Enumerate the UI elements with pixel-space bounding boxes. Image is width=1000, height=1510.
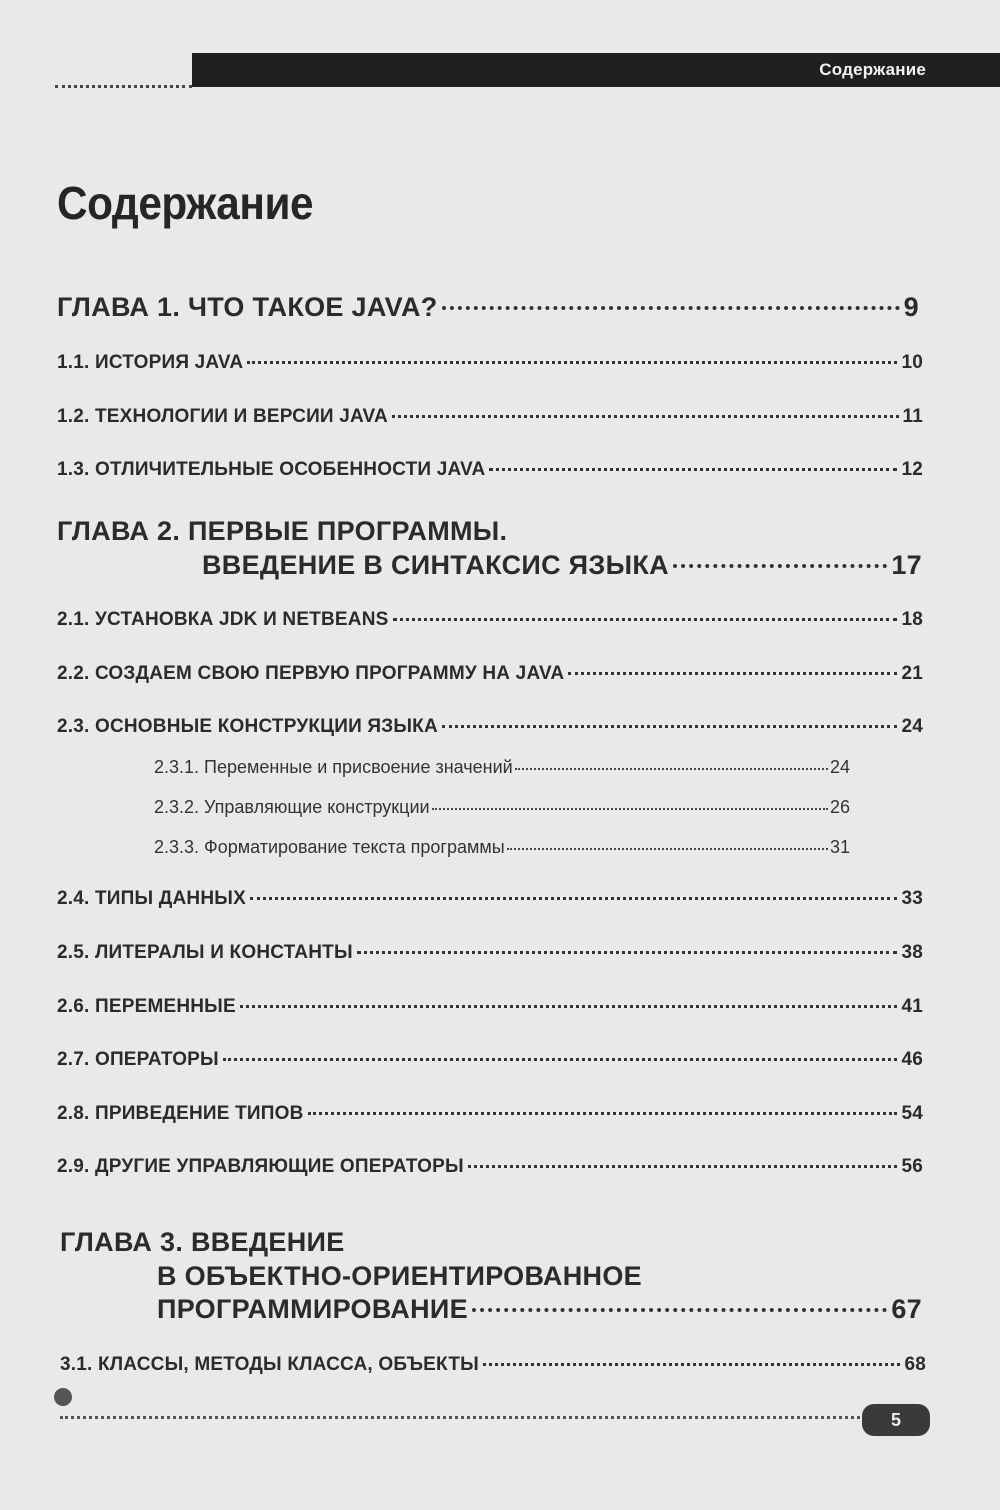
dot-leader bbox=[483, 1363, 901, 1366]
toc-chapter-3-line-2[interactable]: В ОБЪЕКТНО-ОРИЕНТИРОВАННОЕ bbox=[157, 1261, 642, 1291]
toc-page-number: 41 bbox=[901, 996, 923, 1017]
dot-leader bbox=[308, 1112, 898, 1115]
dot-leader bbox=[489, 468, 897, 471]
dot-leader bbox=[223, 1058, 898, 1061]
toc-section-1-3[interactable] bbox=[57, 459, 923, 481]
running-header-bar bbox=[192, 53, 1000, 87]
toc-chapter-1[interactable] bbox=[57, 292, 919, 323]
dot-leader bbox=[250, 897, 898, 900]
toc-section-label: 2.5. ЛИТЕРАЛЫ И КОНСТАНТЫ bbox=[57, 942, 353, 963]
footer-bullet-icon bbox=[54, 1388, 72, 1406]
toc-page-number: 24 bbox=[901, 716, 923, 737]
running-header-title: Содержание bbox=[819, 60, 926, 79]
toc-section-2-3[interactable] bbox=[57, 716, 923, 738]
toc-section-2-9[interactable] bbox=[57, 1156, 923, 1178]
dot-leader bbox=[507, 848, 828, 850]
toc-section-2-7[interactable] bbox=[57, 1049, 923, 1071]
toc-page-number: 46 bbox=[901, 1049, 923, 1070]
toc-subsection-2-3-2[interactable] bbox=[154, 797, 850, 818]
toc-section-2-4[interactable] bbox=[57, 888, 923, 910]
dot-leader bbox=[673, 564, 887, 568]
toc-section-label: 2.4. ТИПЫ ДАННЫХ bbox=[57, 888, 246, 909]
toc-chapter-3[interactable] bbox=[157, 1294, 922, 1325]
toc-page-number: 26 bbox=[829, 797, 850, 817]
toc-section-label: 2.3. ОСНОВНЫЕ КОНСТРУКЦИИ ЯЗЫКА bbox=[57, 716, 438, 737]
toc-subsection-2-3-1[interactable] bbox=[154, 757, 850, 778]
toc-chapter-label: ГЛАВА 1. ЧТО ТАКОЕ JAVA? bbox=[57, 292, 438, 322]
toc-subsection-2-3-3[interactable] bbox=[154, 837, 850, 858]
dot-leader bbox=[240, 1005, 898, 1008]
toc-section-1-1[interactable] bbox=[57, 352, 923, 374]
toc-section-label: 2.8. ПРИВЕДЕНИЕ ТИПОВ bbox=[57, 1103, 304, 1124]
toc-section-2-6[interactable] bbox=[57, 996, 923, 1018]
toc-section-label: 1.1. ИСТОРИЯ JAVA bbox=[57, 352, 244, 373]
toc-section-label: 2.6. ПЕРЕМЕННЫЕ bbox=[57, 996, 236, 1017]
toc-page-number: 67 bbox=[891, 1294, 922, 1324]
toc-page-number: 31 bbox=[829, 837, 850, 857]
dot-leader bbox=[468, 1165, 898, 1168]
footer-page-number: 5 bbox=[862, 1404, 930, 1436]
toc-section-label: 1.2. ТЕХНОЛОГИИ И ВЕРСИИ JAVA bbox=[57, 406, 388, 427]
toc-section-label: 2.7. ОПЕРАТОРЫ bbox=[57, 1049, 219, 1070]
toc-page-number: 24 bbox=[829, 757, 850, 777]
toc-page-number: 9 bbox=[903, 292, 919, 322]
toc-section-label: 2.1. УСТАНОВКА JDK И NETBEANS bbox=[57, 609, 389, 630]
dot-leader bbox=[357, 951, 898, 954]
toc-subsection-label: 2.3.3. Форматирование текста программы bbox=[154, 837, 505, 857]
toc-chapter-label: ВВЕДЕНИЕ В СИНТАКСИС ЯЗЫКА bbox=[202, 550, 669, 580]
toc-section-3-1[interactable] bbox=[60, 1354, 926, 1376]
toc-section-label: 3.1. КЛАССЫ, МЕТОДЫ КЛАССА, ОБЪЕКТЫ bbox=[60, 1354, 479, 1375]
toc-page-number: 12 bbox=[901, 459, 923, 480]
dot-leader bbox=[442, 725, 898, 728]
toc-section-2-5[interactable] bbox=[57, 942, 923, 964]
toc-page-number: 56 bbox=[901, 1156, 923, 1177]
toc-section-2-1[interactable] bbox=[57, 609, 923, 631]
toc-subsection-label: 2.3.1. Переменные и присвоение значений bbox=[154, 757, 513, 777]
page-title: Содержание bbox=[57, 177, 314, 229]
toc-page-number: 21 bbox=[901, 663, 923, 684]
dot-leader bbox=[472, 1308, 887, 1312]
toc-page-number: 11 bbox=[902, 406, 923, 427]
toc-page-number: 10 bbox=[901, 352, 923, 373]
dot-leader bbox=[515, 768, 828, 770]
toc-page-number: 33 bbox=[901, 888, 923, 909]
toc-page-number: 17 bbox=[891, 550, 922, 580]
dot-leader bbox=[442, 306, 900, 310]
toc-chapter-label: ПРОГРАММИРОВАНИЕ bbox=[157, 1294, 468, 1324]
toc-subsection-label: 2.3.2. Управляющие конструкции bbox=[154, 797, 430, 817]
footer-dotted-rule bbox=[60, 1416, 860, 1419]
toc-page-number: 68 bbox=[904, 1354, 926, 1375]
dot-leader bbox=[393, 618, 898, 621]
toc-section-label: 1.3. ОТЛИЧИТЕЛЬНЫЕ ОСОБЕННОСТИ JAVA bbox=[57, 459, 486, 480]
toc-section-label: 2.2. СОЗДАЕМ СВОЮ ПЕРВУЮ ПРОГРАММУ НА JAVA bbox=[57, 663, 565, 684]
toc-chapter-2-line-1[interactable]: ГЛАВА 2. ПЕРВЫЕ ПРОГРАММЫ. bbox=[57, 516, 508, 546]
dot-leader bbox=[568, 672, 897, 675]
toc-section-2-2[interactable] bbox=[57, 663, 923, 685]
header-dotted-rule bbox=[55, 85, 192, 88]
toc-chapter-3-line-1[interactable]: ГЛАВА 3. ВВЕДЕНИЕ bbox=[60, 1227, 345, 1257]
toc-section-1-2[interactable] bbox=[57, 406, 923, 428]
toc-page-number: 18 bbox=[901, 609, 923, 630]
toc-page-number: 54 bbox=[901, 1103, 923, 1124]
dot-leader bbox=[392, 415, 899, 418]
toc-section-label: 2.9. ДРУГИЕ УПРАВЛЯЮЩИЕ ОПЕРАТОРЫ bbox=[57, 1156, 464, 1177]
dot-leader bbox=[247, 361, 897, 364]
toc-page-number: 38 bbox=[901, 942, 923, 963]
toc-section-2-8[interactable] bbox=[57, 1103, 923, 1125]
dot-leader bbox=[432, 808, 828, 810]
toc-chapter-2[interactable] bbox=[202, 550, 922, 581]
